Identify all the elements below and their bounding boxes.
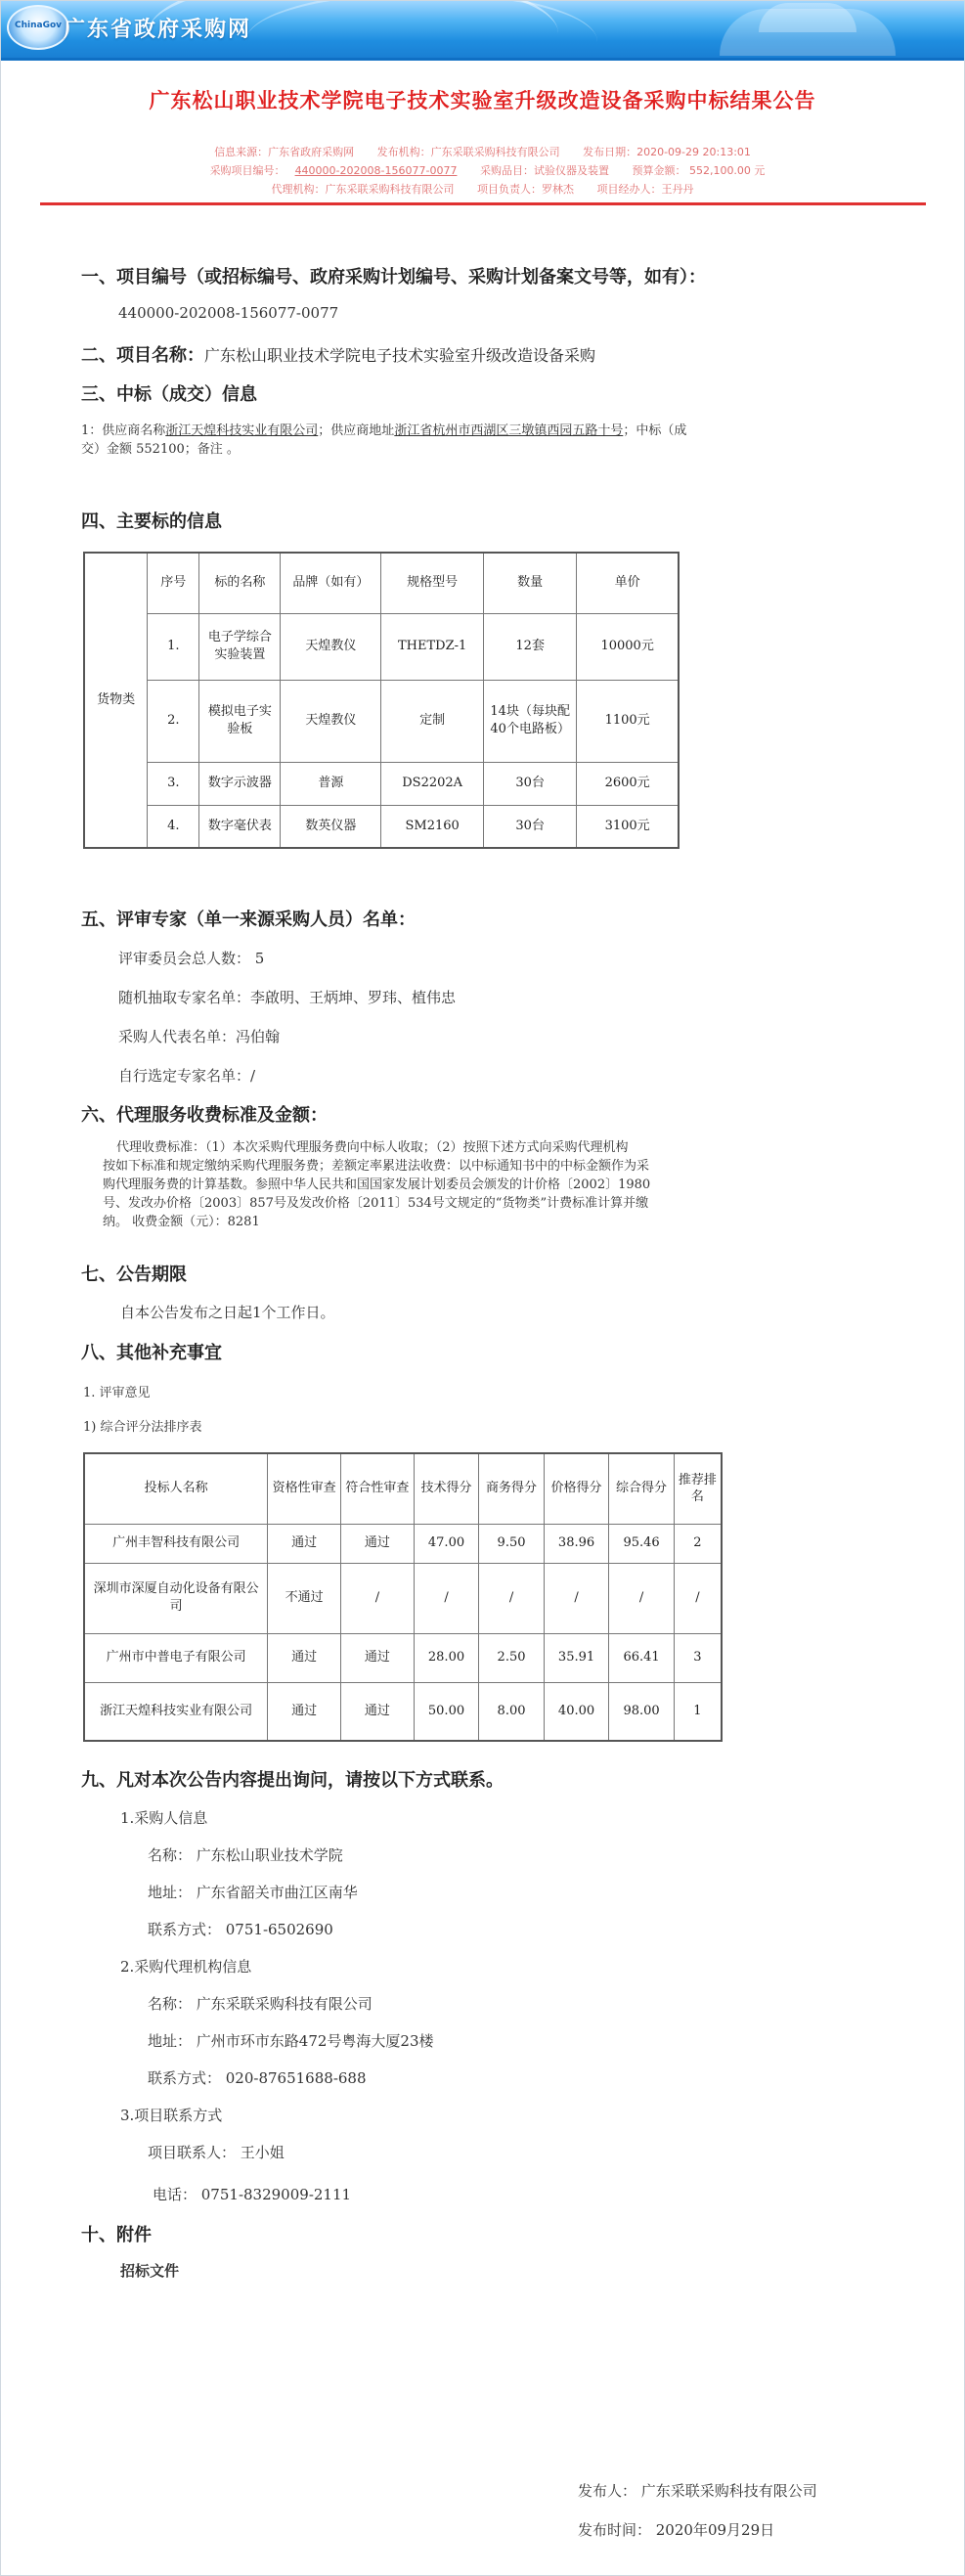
items-header-cell: 序号	[148, 553, 199, 613]
items-header-row	[84, 553, 679, 613]
score-cell: 50.00	[414, 1682, 479, 1741]
score-header-cell: 商务得分	[479, 1453, 545, 1524]
section-10-title: 十、附件	[81, 2225, 152, 2245]
purchaser-phone: 联系方式： 0751-6502690	[148, 1921, 333, 1938]
items-header-cell: 数量	[484, 553, 577, 613]
section-2-title: 二、项目名称：	[81, 345, 204, 366]
score-cell: 通过	[268, 1524, 341, 1563]
item-cell: 12套	[484, 613, 577, 680]
score-cell: 95.46	[609, 1524, 675, 1563]
score-header-cell: 综合得分	[609, 1453, 675, 1524]
score-cell: 98.00	[609, 1682, 675, 1741]
score-cell: /	[341, 1563, 415, 1633]
item-cell: 30台	[484, 805, 577, 848]
score-row	[84, 1633, 722, 1682]
item-cell: 1100元	[577, 680, 679, 762]
score-cell: 通过	[341, 1682, 415, 1741]
amount-label: ；中标（成	[623, 423, 687, 438]
item-cell: DS2202A	[381, 762, 484, 805]
item-cell: 天煌教仪	[281, 680, 381, 762]
award-label: 1：供应商名称	[81, 423, 166, 438]
meta-line-1	[1, 144, 964, 159]
item-cell: 2.	[148, 680, 199, 762]
ranking-table-label: 1) 综合评分法排序表	[83, 1420, 202, 1435]
score-cell: 28.00	[414, 1633, 479, 1682]
item-cell: 1.	[148, 613, 199, 680]
score-cell: 不通过	[268, 1563, 341, 1633]
item-cell: 3.	[148, 762, 199, 805]
agency-info-heading: 2.采购代理机构信息	[120, 1958, 252, 1976]
committee-total: 评审委员会总人数： 5	[118, 950, 265, 967]
site-emblem-icon[interactable]	[7, 5, 69, 50]
banner-underline	[1, 58, 964, 61]
site-logo-text[interactable]: 广东省政府采购网	[64, 18, 252, 42]
item-cell: 数字毫伏表	[199, 805, 281, 848]
score-cell: /	[544, 1563, 609, 1633]
score-header-row	[84, 1453, 722, 1524]
item-cell: 2600元	[577, 762, 679, 805]
score-cell: 2	[674, 1524, 722, 1563]
review-opinion: 1. 评审意见	[83, 1386, 151, 1400]
score-cell: 8.00	[479, 1682, 545, 1741]
item-cell: 4.	[148, 805, 199, 848]
notice-period: 自本公告发布之日起1个工作日。	[120, 1304, 335, 1321]
section-1-title: 一、项目编号（或招标编号、政府采购计划编号、采购计划备案文号等，如有）：	[81, 267, 706, 288]
award-amount: 交）金额 552100；备注 。	[81, 442, 240, 457]
score-cell: 3	[674, 1633, 722, 1682]
purchaser-name: 名称： 广东松山职业技术学院	[148, 1846, 343, 1864]
score-cell: 35.91	[544, 1633, 609, 1682]
buyer-representative: 采购人代表名单：冯伯翰	[118, 1028, 281, 1045]
section-2-heading	[81, 341, 595, 367]
score-header-cell: 价格得分	[544, 1453, 609, 1524]
info-source: 信息来源：广东省政府采购网	[214, 146, 355, 158]
award-info	[81, 420, 883, 457]
item-cell: 普源	[281, 762, 381, 805]
agency-fee-text	[103, 1138, 885, 1231]
section-6-title: 六、代理服务收费标准及金额：	[81, 1105, 328, 1126]
project-contact-phone: 电话： 0751-8329009-2111	[153, 2186, 352, 2203]
project-manager: 项目经办人：王丹丹	[596, 183, 694, 196]
fee-line: 号、发改办价格〔2003〕857号及发改价格〔2011〕534号文规定的“货物类”计费标准计算并缴	[103, 1196, 649, 1211]
agency-phone: 联系方式： 020-87651688-688	[148, 2069, 367, 2087]
items-header-cell: 规格型号	[381, 553, 484, 613]
fee-line: 购代理服务费的计算基数。参照中华人民共和国国家发展计划委员会颁发的计价格〔2002〕1980	[103, 1177, 651, 1192]
purchase-category: 采购品目：试验仪器及装置	[479, 164, 609, 177]
score-cell: 通过	[341, 1633, 415, 1682]
item-cell: 3100元	[577, 805, 679, 848]
project-name: 广东松山职业技术学院电子技术实验室升级改造设备采购	[204, 346, 596, 365]
items-header-cell: 品牌（如有）	[281, 553, 381, 613]
score-cell: 浙江天煌科技实业有限公司	[84, 1682, 268, 1741]
score-row	[84, 1563, 722, 1633]
score-cell: 2.50	[479, 1633, 545, 1682]
section-8-title: 八、其他补充事宜	[81, 1343, 222, 1363]
score-cell: 1	[674, 1682, 722, 1741]
goods-category: 货物类	[84, 553, 148, 848]
building-silhouette	[759, 3, 856, 32]
item-cell: 数英仪器	[281, 805, 381, 848]
items-header-cell: 单价	[577, 553, 679, 613]
purchaser-info-heading: 1.采购人信息	[120, 1809, 208, 1827]
item-cell: 30台	[484, 762, 577, 805]
score-header-cell: 推荐排名	[674, 1453, 722, 1524]
score-header-cell: 投标人名称	[84, 1453, 268, 1524]
items-row	[84, 680, 679, 762]
item-cell: 电子学综合实验装置	[199, 613, 281, 680]
item-cell: 10000元	[577, 613, 679, 680]
item-cell: SM2160	[381, 805, 484, 848]
publisher-org: 发布机构：广东采联采购科技有限公司	[376, 146, 560, 158]
score-cell: 9.50	[479, 1524, 545, 1563]
emblem-text: ChinaGov	[15, 21, 63, 30]
section-7-title: 七、公告期限	[81, 1265, 187, 1285]
items-table	[83, 552, 680, 849]
publish-date: 发布日期：2020-09-29 20:13:01	[583, 146, 751, 158]
project-no-link[interactable]: 440000-202008-156077-0077	[294, 164, 458, 177]
agency-address: 地址： 广州市环市东路472号粤海大厦23楼	[148, 2032, 434, 2050]
footer-date: 发布时间： 2020年09月29日	[578, 2521, 775, 2539]
item-cell: 定制	[381, 680, 484, 762]
red-divider	[40, 202, 926, 205]
project-no-label: 采购项目编号：	[209, 164, 285, 177]
score-cell: 47.00	[414, 1524, 479, 1563]
fee-line: 按如下标准和规定缴纳采购代理服务费；差额定率累进法收费：以中标通知书中的中标金额作为采	[103, 1159, 650, 1174]
meta-line-3	[1, 181, 964, 197]
score-cell: /	[609, 1563, 675, 1633]
supplier-name: 浙江天煌科技实业有限公司	[165, 423, 319, 438]
attachment-tender-file[interactable]: 招标文件	[120, 2262, 180, 2280]
score-cell: /	[479, 1563, 545, 1633]
agency: 代理机构：广东采联采购科技有限公司	[271, 183, 455, 196]
project-contact-person: 项目联系人： 王小姐	[148, 2144, 285, 2161]
score-cell: 深圳市深厦自动化设备有限公司	[84, 1563, 268, 1633]
fee-line: 纳。 收费金额（元）：8281	[103, 1215, 260, 1229]
items-row	[84, 805, 679, 848]
footer-publisher: 发布人： 广东采联采购科技有限公司	[578, 2482, 817, 2500]
score-header-cell: 技术得分	[414, 1453, 479, 1524]
item-cell: 数字示波器	[199, 762, 281, 805]
score-table	[83, 1452, 723, 1742]
score-cell: /	[674, 1563, 722, 1633]
address-label: ；供应商地址	[318, 423, 395, 438]
section-9-title: 九、凡对本次公告内容提出询问，请按以下方式联系。	[81, 1770, 504, 1791]
item-cell: 模拟电子实验板	[199, 680, 281, 762]
score-cell: 38.96	[544, 1524, 609, 1563]
project-contact-heading: 3.项目联系方式	[120, 2107, 223, 2124]
budget-amount: 预算金额： 552,100.00 元	[632, 164, 766, 177]
items-header-cell: 标的名称	[199, 553, 281, 613]
project-leader: 项目负责人：罗林杰	[477, 183, 574, 196]
score-cell: 40.00	[544, 1682, 609, 1741]
score-cell: 66.41	[609, 1633, 675, 1682]
banner-swirl	[245, 1, 597, 58]
section-5-title: 五、评审专家（单一来源采购人员）名单：	[81, 910, 416, 930]
score-cell: 通过	[268, 1682, 341, 1741]
site-banner	[1, 1, 964, 58]
score-row	[84, 1682, 722, 1741]
purchaser-address: 地址： 广东省韶关市曲江区南华	[148, 1884, 358, 1901]
notice-title: 广东松山职业技术学院电子技术实验室升级改造设备采购中标结果公告	[149, 88, 816, 112]
items-row	[84, 613, 679, 680]
fee-line: 代理收费标准：（1）本次采购代理服务费向中标人收取；（2）按照下述方式向采购代理机构	[116, 1140, 629, 1155]
score-cell: 通过	[268, 1633, 341, 1682]
project-number: 440000-202008-156077-0077	[118, 304, 339, 322]
items-row	[84, 762, 679, 805]
score-header-cell: 符合性审查	[341, 1453, 415, 1524]
item-cell: 14块（每块配40个电路板）	[484, 680, 577, 762]
supplier-address: 浙江省杭州市西湖区三墩镇西园五路十号	[394, 423, 624, 438]
score-row	[84, 1524, 722, 1563]
score-cell: 通过	[341, 1524, 415, 1563]
score-cell: 广州丰智科技有限公司	[84, 1524, 268, 1563]
score-cell: 广州市中普电子有限公司	[84, 1633, 268, 1682]
score-cell: /	[414, 1563, 479, 1633]
section-4-title: 四、主要标的信息	[81, 511, 222, 532]
agency-name: 名称： 广东采联采购科技有限公司	[148, 1995, 373, 2013]
random-experts: 随机抽取专家名单：李啟明、王炳坤、罗玮、植伟忠	[118, 989, 457, 1006]
self-selected-experts: 自行选定专家名单：/	[118, 1067, 256, 1085]
meta-line-2	[1, 162, 964, 178]
section-3-title: 三、中标（成交）信息	[81, 384, 257, 405]
item-cell: THETDZ-1	[381, 613, 484, 680]
item-cell: 天煌教仪	[281, 613, 381, 680]
score-header-cell: 资格性审查	[268, 1453, 341, 1524]
